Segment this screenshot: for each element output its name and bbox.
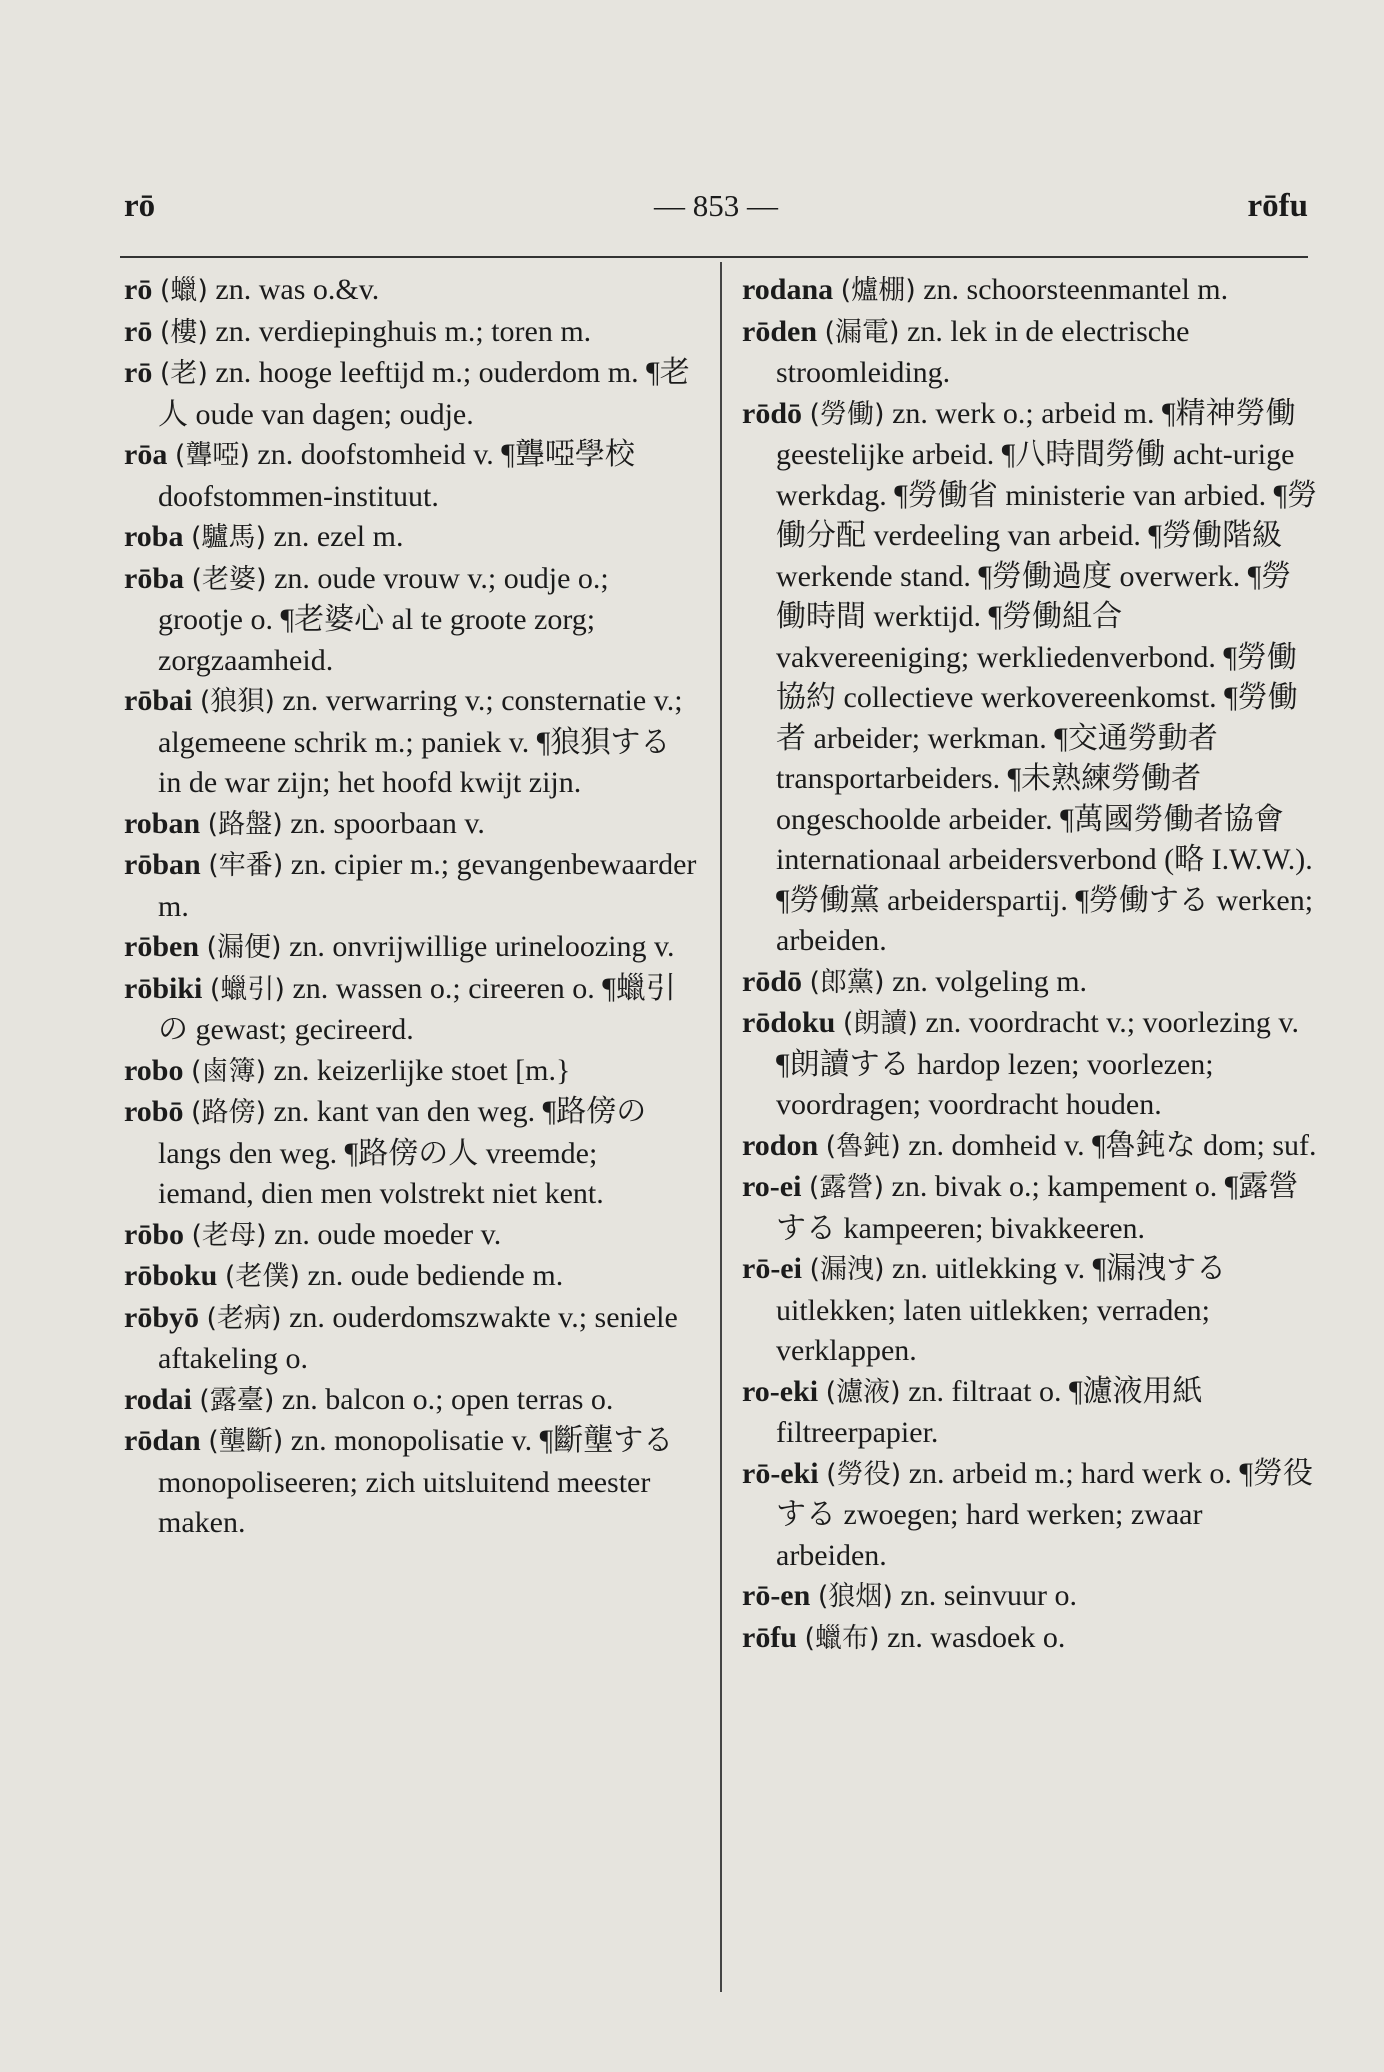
- entry-headword: rōba: [124, 561, 184, 595]
- page-number: — 853 —: [654, 188, 778, 223]
- entry-headword: rōfu: [742, 1620, 797, 1654]
- dictionary-entry: [742, 394, 1320, 962]
- entry-headword: rō: [124, 273, 153, 306]
- dictionary-entry: [742, 1372, 1320, 1454]
- entry-kanji: (漏便): [206, 932, 282, 963]
- entry-kanji: (驢馬): [190, 522, 267, 553]
- dictionary-entry: [742, 312, 1320, 394]
- entry-definition: zn. voordracht v.; voorlezing v. ¶朗讀する hardop lezen; voorlezen; voordragen; voordracht houden.: [776, 1006, 1299, 1121]
- entry-kanji: (蠟引): [209, 973, 285, 1005]
- entry-kanji: (漏電): [824, 316, 900, 348]
- entry-definition: zn. werk o.; arbeid m. ¶精神勞働 geestelijke arbeid. ¶八時間勞働 acht-urige werkdag. ¶勞働省 ministerie van arbied. ¶勞働分配 verdeeling van arbeid. ¶勞働階級 werkende stand. ¶勞働過度 overwerk. ¶勞働時間 werktijd. ¶勞働組合 vakvereeniging; werkliedenverbond. ¶勞働協約 collectieve werkovereenkomst. ¶勞働者 arbeider; werkman. ¶交通勞動者 transportarbeiders. ¶未熟練勞働者 ongeschoolde arbeider. ¶萬國勞働者協會 internationaal arbeidersverbond (略 I.W.W.). ¶勞働黨 arbeiderspartij. ¶勞働する werken; arbeiden.: [776, 396, 1318, 957]
- entry-definition: zn. ezel m.: [273, 520, 404, 553]
- entry-definition: zn. oude vrouw v.; oudje o.; grootje o. ¶老婆心 al te groote zorg; zorgzaamheid.: [158, 561, 609, 677]
- entry-kanji: (狼烟): [817, 1581, 893, 1612]
- dictionary-entry: [742, 1454, 1320, 1577]
- entry-headword: roba: [124, 520, 184, 553]
- dictionary-entry: [124, 517, 699, 559]
- dictionary-entry: [742, 1618, 1320, 1660]
- entry-kanji: (狼狽): [199, 686, 275, 717]
- dictionary-entry: [742, 1003, 1320, 1126]
- entry-kanji: (路盤): [207, 808, 283, 840]
- entry-kanji: (路傍): [190, 1097, 267, 1128]
- header-last-word: rōfu: [1247, 188, 1308, 224]
- entry-kanji: (聾啞): [174, 440, 250, 471]
- entry-kanji: (老婆): [191, 563, 267, 595]
- dictionary-entry: [124, 804, 699, 846]
- entry-kanji: (牢番): [208, 850, 284, 881]
- dictionary-entry: [124, 435, 699, 517]
- entry-definition: zn. kant van den weg. ¶路傍の langs den weg. ¶路傍の人 vreemde; iemand, dien men volstrekt niet kent.: [158, 1095, 647, 1210]
- entry-headword: rodana: [742, 273, 834, 306]
- entry-headword: rōbyō: [124, 1300, 199, 1334]
- entry-headword: rōden: [742, 314, 817, 348]
- entry-kanji: (蠟布): [804, 1622, 880, 1654]
- entry-kanji: (漏洩): [809, 1254, 885, 1285]
- entry-definition: zn. lek in de electrische stroomleiding.: [776, 314, 1190, 389]
- column-divider: [720, 262, 722, 1992]
- dictionary-entry: [742, 962, 1320, 1004]
- entry-definition: zn. cipier m.; gevangenbewaarder m.: [158, 848, 697, 923]
- dictionary-entry: [742, 1576, 1320, 1618]
- entry-definition: zn. oude bediende m.: [307, 1259, 564, 1292]
- entry-definition: zn. uitlekking v. ¶漏洩する uitlekken; laten uitlekken; verraden; verklappen.: [776, 1252, 1227, 1367]
- entry-definition: zn. wassen o.; cireeren o. ¶蠟引の gewast; gecireerd.: [158, 971, 676, 1046]
- entry-definition: zn. filtraat o. ¶濾液用紙 filtreerpapier.: [776, 1374, 1203, 1449]
- dictionary-entry: [742, 1126, 1320, 1168]
- entry-headword: roban: [124, 806, 201, 840]
- left-column: [124, 270, 699, 1544]
- entry-kanji: (壟斷): [208, 1426, 284, 1457]
- entry-definition: zn. wasdoek o.: [887, 1620, 1066, 1654]
- dictionary-entry: [124, 927, 699, 969]
- entry-headword: rō: [124, 314, 153, 348]
- entry-definition: zn. seinvuur o.: [900, 1579, 1078, 1612]
- entry-headword: ro-eki: [742, 1374, 819, 1408]
- dictionary-entry: [742, 1167, 1320, 1249]
- entry-kanji: (蠟): [159, 275, 208, 306]
- entry-kanji: (勞役): [826, 1458, 902, 1490]
- entry-kanji: (濾液): [825, 1376, 901, 1408]
- header-rule: [120, 256, 1308, 258]
- entry-definition: zn. was o.&v.: [215, 273, 380, 306]
- entry-headword: rōdoku: [742, 1006, 836, 1039]
- dictionary-entry: [124, 969, 699, 1051]
- entry-headword: rōboku: [124, 1259, 218, 1292]
- dictionary-entry: [124, 1380, 699, 1422]
- entry-headword: rōdō: [742, 396, 802, 430]
- dictionary-entry: [124, 1298, 699, 1380]
- entry-headword: rōdan: [124, 1424, 201, 1457]
- dictionary-entry: [124, 1256, 699, 1298]
- dictionary-entry: [124, 1092, 699, 1215]
- entry-kanji: (爐棚): [840, 275, 916, 306]
- dictionary-entry: [124, 1051, 699, 1093]
- entry-definition: zn. schoorsteenmantel m.: [923, 273, 1229, 306]
- entry-definition: zn. bivak o.; kampement o. ¶露營する kampeeren; bivakkeeren.: [776, 1170, 1299, 1245]
- entry-definition: zn. verdiepinghuis m.; toren m.: [215, 314, 592, 348]
- entry-definition: zn. domheid v. ¶魯鈍な dom; suf.: [908, 1128, 1317, 1162]
- entry-kanji: (露營): [808, 1172, 884, 1203]
- entry-headword: rōa: [124, 438, 168, 471]
- entry-headword: rō-ei: [742, 1252, 802, 1285]
- entry-definition: zn. keizerlijke stoet [m.}: [273, 1053, 571, 1087]
- dictionary-entry: [124, 1421, 699, 1544]
- dictionary-entry: [124, 845, 699, 927]
- entry-headword: rōben: [124, 930, 199, 963]
- entry-definition: zn. monopolisatie v. ¶斷壟する monopoliseeren; zich uitsluitend meester maken.: [158, 1424, 674, 1539]
- dictionary-entry: [124, 681, 699, 804]
- entry-headword: rodon: [742, 1128, 819, 1162]
- entry-definition: zn. volgeling m.: [892, 964, 1088, 998]
- entry-headword: rōdō: [742, 964, 802, 998]
- entry-headword: rō-en: [742, 1579, 811, 1612]
- entry-kanji: (樓): [159, 316, 208, 348]
- dictionary-entry: [124, 559, 699, 682]
- entry-definition: zn. ouderdomszwakte v.; seniele aftakeling o.: [158, 1300, 678, 1375]
- entry-kanji: (老僕): [224, 1261, 300, 1292]
- entry-kanji: (朗讀): [842, 1008, 918, 1039]
- entry-headword: rōban: [124, 848, 201, 881]
- entry-definition: zn. hooge leeftijd m.; ouderdom m. ¶老人 oude van dagen; oudje.: [158, 356, 690, 431]
- entry-kanji: (老病): [206, 1302, 282, 1334]
- entry-headword: rōbo: [124, 1217, 184, 1251]
- entry-definition: zn. oude moeder v.: [274, 1217, 502, 1251]
- right-column: [742, 270, 1320, 1659]
- entry-headword: rōbai: [124, 684, 193, 717]
- entry-definition: zn. arbeid m.; hard werk o. ¶勞役する zwoegen; hard werken; zwaar arbeiden.: [776, 1456, 1314, 1572]
- entry-headword: robo: [124, 1053, 184, 1087]
- entry-kanji: (魯鈍): [825, 1130, 901, 1162]
- dictionary-entry: [742, 1249, 1320, 1372]
- entry-headword: robō: [124, 1095, 184, 1128]
- entry-kanji: (勞働): [809, 398, 885, 430]
- dictionary-entry: [124, 353, 699, 435]
- running-header: [124, 188, 1308, 236]
- dictionary-entry: [124, 312, 699, 354]
- entry-headword: rō-eki: [742, 1456, 819, 1490]
- entry-definition: zn. balcon o.; open terras o.: [281, 1382, 614, 1416]
- entry-definition: zn. doofstomheid v. ¶聾啞學校 doofstommen-instituut.: [158, 438, 635, 513]
- entry-kanji: (露臺): [199, 1384, 275, 1416]
- dictionary-entry: [124, 270, 699, 312]
- entry-definition: zn. onvrijwillige urineloozing v.: [289, 930, 675, 963]
- header-first-word: rō: [124, 188, 156, 224]
- dictionary-entry: [124, 1215, 699, 1257]
- entry-kanji: (鹵簿): [190, 1055, 267, 1087]
- entry-headword: ro-ei: [742, 1170, 802, 1203]
- entry-definition: zn. verwarring v.; consternatie v.; algemeene schrik m.; paniek v. ¶狼狽する in de war zijn; het hoofd kwijt zijn.: [158, 684, 683, 799]
- entry-kanji: (郎黨): [809, 966, 885, 998]
- dictionary-entry: [742, 270, 1320, 312]
- entry-headword: rō: [124, 356, 153, 389]
- entry-headword: rodai: [124, 1382, 192, 1416]
- entry-headword: rōbiki: [124, 971, 203, 1005]
- entry-kanji: (老母): [191, 1219, 267, 1251]
- entry-definition: zn. spoorbaan v.: [290, 806, 485, 840]
- entry-kanji: (老): [159, 358, 208, 389]
